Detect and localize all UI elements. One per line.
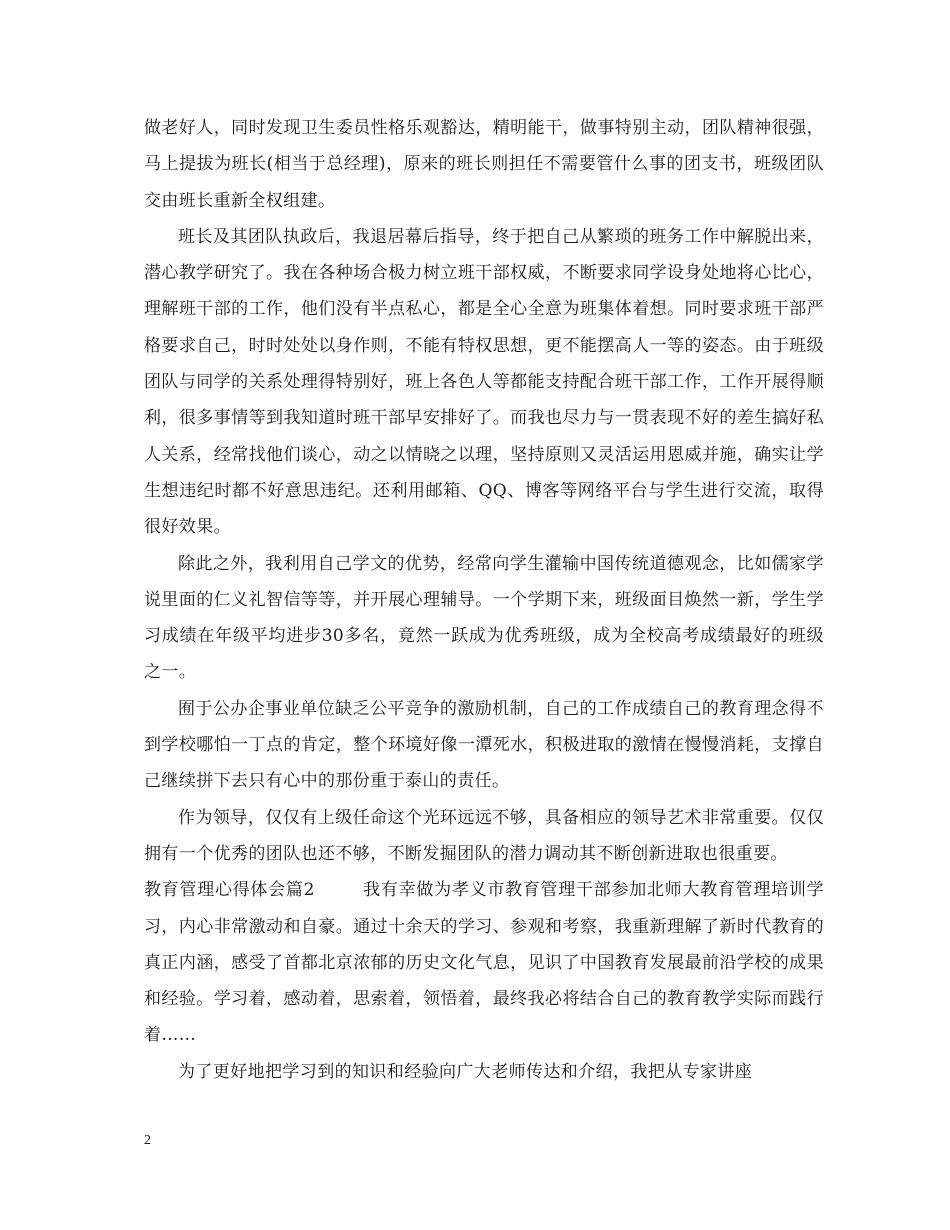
page-body (144, 110, 824, 1090)
paragraph: 为了更好地把学习到的知识和经验向广大老师传达和介绍，我把从专家讲座 (178, 1061, 753, 1082)
paragraph: 作为领导，仅仅有上级任命这个光环远远不够，具备相应的领导艺术非常重要。仅仅拥有一个优秀的团队也还不够，不断发掘团队的潜力调动其不断创新进取也很重要。 (144, 807, 824, 864)
page-number: 2 (144, 1133, 151, 1148)
section-heading: 教育管理心得体会篇2 (144, 880, 315, 901)
paragraph: 班长及其团队执政后，我退居幕后指导，终于把自己从繁琐的班务工作中解脱出来，潜心教学研究了。我在各种场合极力树立班干部权威，不断要求同学设身处地将心比心，理解班干部的工作，他们没有半点私心，都是全心全意为班集体着想。同时要求班干部严格要求自己，时时处处以身作则，不能有特权思想，更不能摆高人一等的姿态。由于班级团队与同学的关系处理得特别好，班上各色人等都能支持配合班干部工作，工作开展得顺利，很多事情等到我知道时班干部早安排好了。而我也尽力与一贯表现不好的差生搞好私人关系，经常找他们谈心，动之以情晓之以理，坚持原则又灵活运用恩威并施，确实让学生想违纪时都不好意思违纪。还利用邮箱、QQ、博客等网络平台与学生进行交流，取得很好效果。 (144, 226, 824, 538)
paragraph: 囿于公办企事业单位缺乏公平竞争的激励机制，自己的工作成绩自己的教育理念得不到学校哪怕一丁点的肯定，整个环境好像一潭死水，积极进取的激情在慢慢消耗，支撑自己继续拼下去只有心中的那份重于泰山的责任。 (144, 698, 824, 792)
paragraph: 做老好人，同时发现卫生委员性格乐观豁达，精明能干，做事特别主动，团队精神很强，马上提拔为班长(相当于总经理)，原来的班长则担任不需要管什么事的团支书，班级团队交由班长重新全权组建。 (144, 118, 824, 211)
section-body: 我有幸做为孝义市教育管理干部参加北师大教育管理培训学习，内心非常激动和自豪。通过十余天的学习、参观和考察，我重新理解了新时代教育的真正内涵，感受了首都北京浓郁的历史文化气息，见识了中国教育发展最前沿学校的成果和经验。学习着，感动着，思索着，领悟着，最终我必将结合自己的教育教学实际而践行着…… (144, 880, 824, 1046)
section-paragraph (144, 872, 824, 1053)
paragraph: 除此之外，我利用自己学文的优势，经常向学生灌输中国传统道德观念，比如儒家学说里面的仁义礼智信等等，并开展心理辅导。一个学期下来，班级面目焕然一新，学生学习成绩在年级平均进步30多名，竟然一跃成为优秀班级，成为全校高考成绩最好的班级之一。 (144, 553, 824, 683)
